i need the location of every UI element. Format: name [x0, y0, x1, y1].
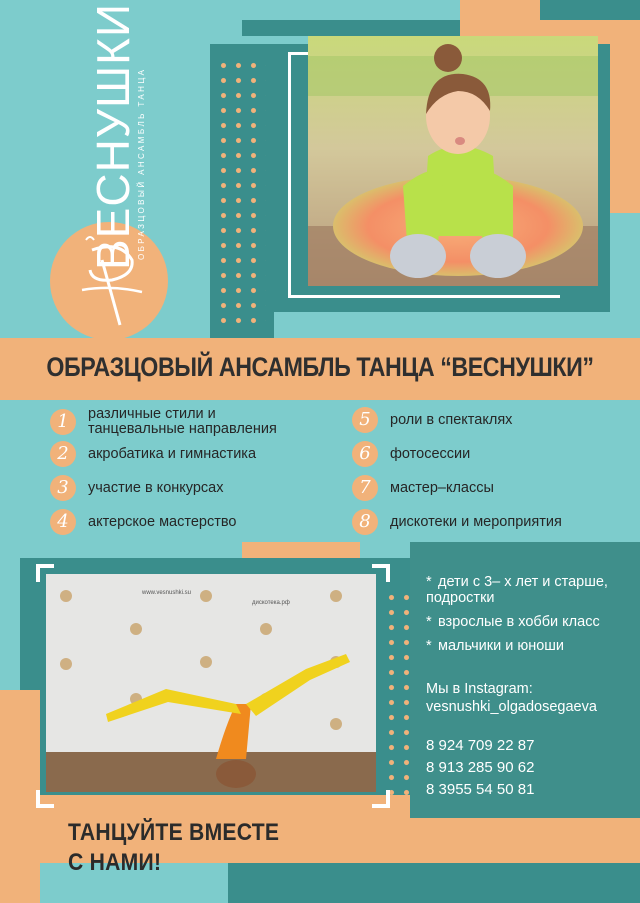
girl-dancer-photo — [308, 36, 598, 286]
audience-item-2 — [426, 614, 626, 630]
feature-text-6: фотосессии — [390, 445, 471, 462]
decor-dots-top — [216, 58, 266, 332]
phone-3[interactable]: 8 3955 54 50 81 — [426, 781, 535, 798]
feature-number-2: 2 — [50, 441, 76, 467]
phone-2[interactable]: 8 913 285 90 62 — [426, 759, 535, 776]
feature-item-2 — [50, 441, 256, 467]
logo-name-wrap — [87, 2, 139, 270]
feature-text-5: роли в спектаклях — [390, 411, 513, 428]
cta-line-1: ТАНЦУЙТЕ ВМЕСТЕ — [68, 819, 280, 846]
feature-number-5: 5 — [352, 407, 378, 433]
bullet-star-icon: * — [426, 638, 432, 654]
feature-item-4 — [50, 509, 236, 535]
feature-item-3 — [50, 475, 223, 501]
backdrop-site-text-1: www.vesnushki.su — [142, 590, 192, 596]
feature-number-8: 8 — [352, 509, 378, 535]
call-to-action — [68, 818, 279, 878]
headline-title: ОБРАЗЦОВЫЙ АНСАМБЛЬ ТАНЦА “ВЕСНУШКИ” — [46, 352, 594, 382]
instagram-label: Мы в Instagram: — [426, 681, 533, 697]
feature-item-7 — [352, 475, 494, 501]
bullet-star-icon: * — [426, 614, 432, 630]
feature-text-1: различные стили и танцевальные направления — [88, 406, 277, 437]
decor-teal-block-bottom — [228, 863, 640, 903]
logo-name: ВЕСНУШКИ — [87, 2, 139, 270]
feature-number-6: 6 — [352, 441, 378, 467]
feature-text-7: мастер–классы — [390, 479, 494, 496]
audience-item-3 — [426, 638, 626, 654]
phone-1[interactable]: 8 924 709 22 87 — [426, 737, 535, 754]
cta-line-2: С НАМИ! — [68, 849, 162, 876]
feature-item-6 — [352, 441, 470, 467]
bracket-top-left — [36, 564, 54, 582]
feature-item-1 — [50, 407, 298, 437]
feature-number-7: 7 — [352, 475, 378, 501]
audience-text-2: взрослые в хобби класс — [438, 614, 600, 630]
audience-text-1: дети с 3– х лет и старше, подростки — [426, 574, 608, 606]
bracket-top-right — [372, 564, 390, 582]
headline-band — [0, 338, 640, 400]
feature-number-4: 4 — [50, 509, 76, 535]
audience-item-1 — [426, 574, 626, 606]
feature-number-1: 1 — [50, 409, 76, 435]
acrobat-dancer-photo — [46, 574, 376, 792]
backdrop-site-text-2: дискотека.рф — [252, 600, 290, 606]
bullet-star-icon: * — [426, 574, 432, 590]
decor-teal-block-right — [540, 0, 640, 20]
feature-text-4: актерское мастерство — [88, 513, 237, 530]
feature-item-8 — [352, 509, 562, 535]
logo-subtitle-wrap — [136, 20, 150, 260]
bracket-bottom-right — [372, 790, 390, 808]
decor-dots-bottom — [384, 590, 414, 810]
feature-item-5 — [352, 407, 512, 433]
feature-text-2: акробатика и гимнастика — [88, 445, 257, 462]
audience-text-3: мальчики и юноши — [438, 638, 565, 654]
instagram-handle[interactable]: vesnushki_olgadosegaeva — [426, 699, 597, 715]
feature-text-3: участие в конкурсах — [88, 479, 224, 496]
feature-number-3: 3 — [50, 475, 76, 501]
feature-text-8: дискотеки и мероприятия — [390, 513, 562, 530]
logo-subtitle: ОБРАЗЦОВЫЙ АНСАМБЛЬ ТАНЦА — [137, 67, 146, 260]
bracket-bottom-left — [36, 790, 54, 808]
